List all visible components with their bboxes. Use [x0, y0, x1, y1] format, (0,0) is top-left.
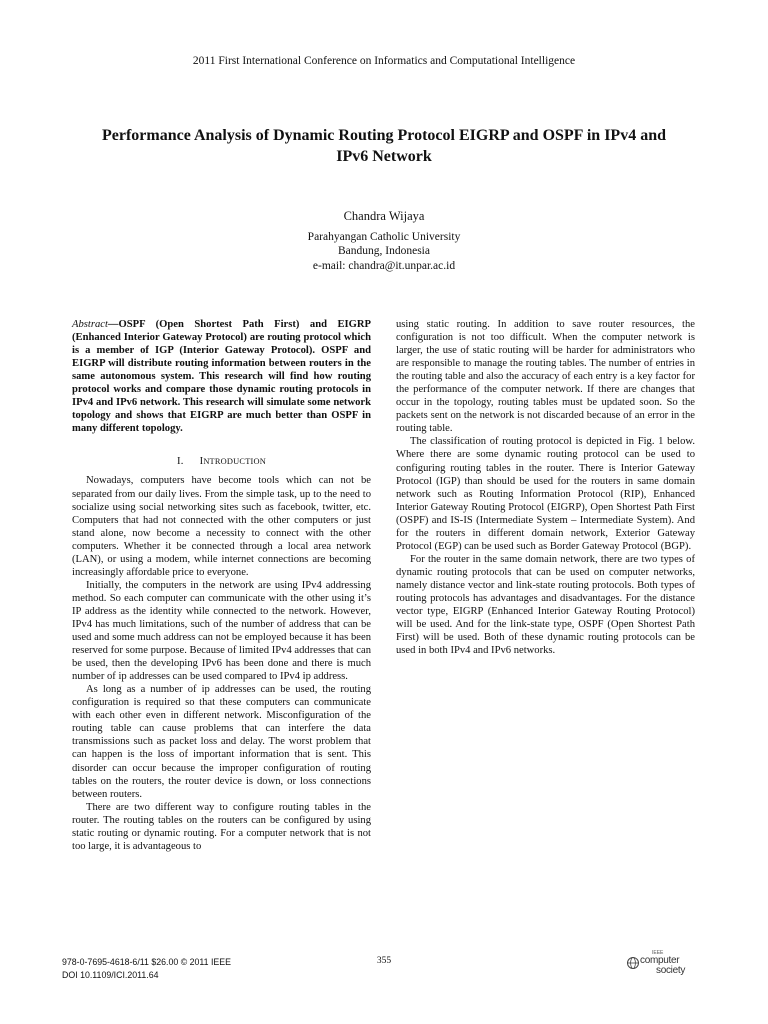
author-affiliation: Parahyangan Catholic University [307, 230, 461, 243]
section-heading [72, 455, 371, 468]
paragraph: There are two different way to configure routing tables in the router. The routing tables on the routers can be configured by using static routing or dynamic routing. For a computer network that is not too large, it is advantageous to [72, 801, 371, 852]
page-number: 355 [376, 956, 392, 966]
section-title-first: I [199, 456, 204, 468]
ieee-computer-society-logo [626, 950, 706, 980]
right-column [396, 318, 695, 657]
footer-isbn: 978-0-7695-4618-6/11 $26.00 © 2011 IEEE [62, 957, 232, 967]
title-line-2: IPv6 Network [336, 148, 432, 165]
abstract-lead: Abstract [72, 319, 108, 330]
logo-line-3: society [656, 965, 686, 976]
author-email: e-mail: chandra@it.unpar.ac.id [312, 259, 456, 272]
paragraph: For the router in the same domain network, there are two types of dynamic routing protocols that can be used on computer networks, namely distance vector and link-state routing protocols. Both types of routing protocols has advantages and disadvantages. For the distance vector type, EIGRP (Enhanced Interior Gateway Routing Protocol) will be used. And for the link-state type, OSPF (Open Shortest Path First) will be used. Both of these dynamic routing protocols can be used in both IPv4 and IPv6 networks. [396, 553, 695, 657]
logo-line-1: IEEE [652, 950, 664, 956]
left-column [72, 318, 371, 853]
abstract [72, 318, 371, 435]
paragraph: Initially, the computers in the network are using IPv4 addressing method. So each computer can communicate with the other using it’s IP address as the identity while connected to the network. However, IPv4 has much limitations, such of the number of address that can be used and some much address can not be employed because it has been reserved for some purpose. Because of limited IPv4 addresses that can be used, then the developing IPv6 has been done and there is much number of ip addresses can be used compared to IPv4 ip address. [72, 579, 371, 683]
paragraph: Nowadays, computers have become tools which can not be separated from our daily lives. From the simple task, up to the need to socialize using social networking sites such as facebook, twitter, etc. Computers that had not connected with the other computers or just stand alone, now become a necessity to connect with the other computers. Whether it be connected through a local area network (LAN), or using a modem, while internet connections are becoming increasingly affordable price to everyone. [72, 475, 371, 578]
globe-icon [626, 956, 640, 970]
footer-doi: DOI 10.1109/ICI.2011.64 [62, 969, 159, 980]
paragraph: The classification of routing protocol is depicted in Fig. 1 below. Where there are some dynamic routing protocol can be used to configuring routing tables in the router. There is Interior Gateway Protocol (IGP) than should be used for the routers in same domain network such as Routing Information Protocol (RIP), Enhanced Interior Gateway Routing Protocol (EIGRP), Open Shortest Path First (OSPF) and IS-IS (Intermediate System – Intermediate System). And for the routers in different domain network, Exterior Gateway Protocol (EGP) can be used such as Border Gateway Protocol (BGP). [396, 436, 695, 552]
logo-line-2: computer [640, 955, 680, 966]
paragraph: using static routing. In addition to save router resources, the configuration is not too difficult. When the computer network is larger, the use of static routing will be harder for administrators who are responsible to manage the routing tables. The number of entries in the routing table and also the accuracy of each entry is a key factor for the performance of the computer network. If there are changes that occur in the topology, routing tables must be updated soon. So the packets sent on the network is not discarded because of an error in the routing table. [396, 319, 695, 435]
conference-header: 2011 First International Conference on Informatics and Computational Intelligence [192, 55, 576, 67]
author-name: Chandra Wijaya [343, 209, 425, 223]
author-block [0, 209, 768, 273]
title-line-1: Performance Analysis of Dynamic Routing Protocol EIGRP and OSPF in IPv4 and [101, 127, 666, 144]
section-number: I. [177, 456, 184, 468]
author-location: Bandung, Indonesia [338, 245, 430, 258]
paragraph: As long as a number of ip addresses can be used, the routing configuration is required so that these computers can communicate with each other even in different network. Misconfiguration of the routing table can cause problems that can interfere the data transmissions such as packet loss and delay. The worst problem that can happen is the loss of important information that is sent. This disorder can occur because the improper configuration of routing tables on the routers, the router device is down, or loss connections between routers. [72, 684, 371, 800]
abstract-text: —OSPF (Open Shortest Path First) and EIGRP (Enhanced Interior Gateway Protocol) are routing protocol which is a member of IGP (Interior Gateway Protocol). OSPF and EIGRP will distribute routing information between routers in the same autonomous system. This research will find how routing protocol works and compare those dynamic routing protocols in IPv4 and IPv6 network. This research will simulate some network topology and shows that EIGRP are much better than OSPF in many different topology. [72, 319, 371, 435]
paper-title [60, 125, 708, 167]
section-title-rest: NTRODUCTION [203, 457, 266, 467]
